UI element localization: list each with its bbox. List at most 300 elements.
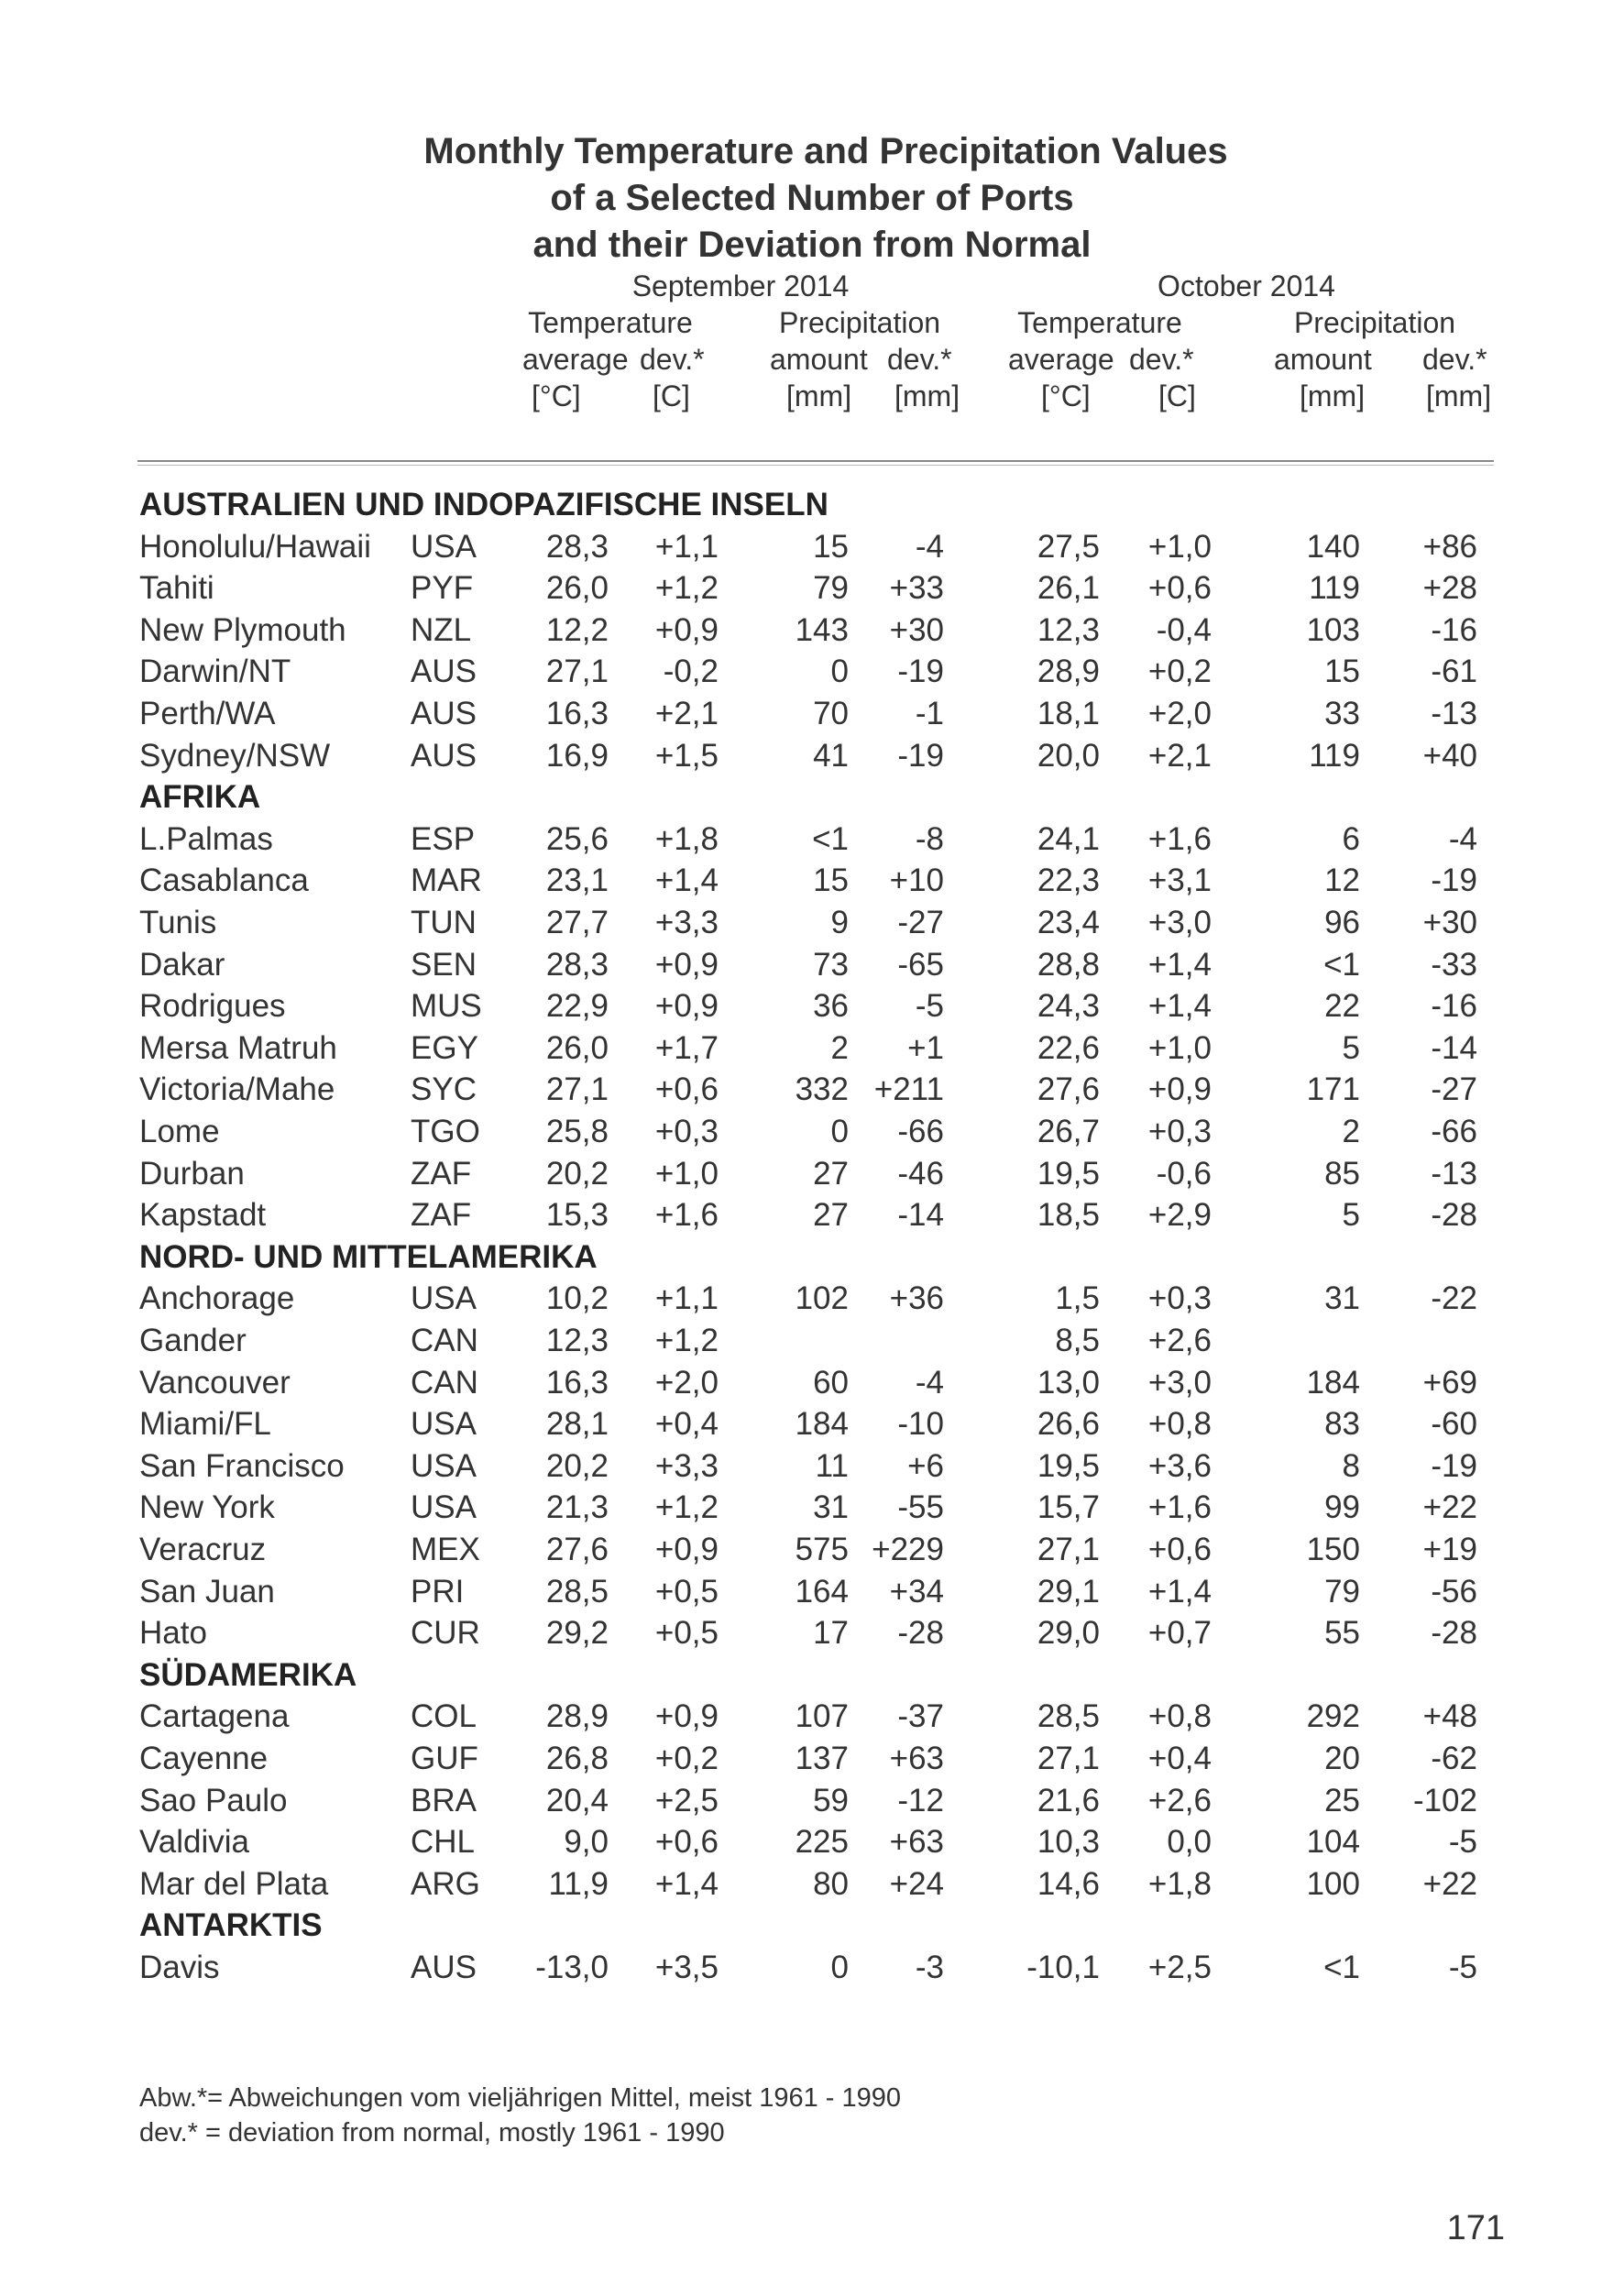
cell-oct-temp-avg: 12,3 xyxy=(1037,611,1100,648)
cell-sep-temp-dev: +1,2 xyxy=(654,1489,719,1526)
cell-sep-temp-dev: +3,3 xyxy=(654,1447,719,1484)
cell-oct-precip-dev: +48 xyxy=(1422,1698,1477,1735)
cell-sep-precip-dev: +30 xyxy=(889,611,944,648)
header-average-oct: average xyxy=(1008,343,1114,376)
cell-port: L.Palmas xyxy=(139,820,273,857)
cell-oct-temp-dev: +2,5 xyxy=(1147,1950,1212,1985)
header-amount-sep: amount xyxy=(770,343,868,376)
cell-sep-precip-dev: -1 xyxy=(915,696,944,731)
cell-oct-precip-dev: +22 xyxy=(1422,1489,1477,1526)
cell-oct-temp-avg: 18,5 xyxy=(1037,1197,1100,1234)
cell-port: Dakar xyxy=(139,946,225,983)
cell-sep-precip-amount: 184 xyxy=(795,1406,849,1443)
cell-sep-precip-amount: 27 xyxy=(813,1197,849,1234)
header-unit-precip-sep: [mm] xyxy=(786,379,852,412)
cell-port: Veracruz xyxy=(139,1532,267,1567)
cell-oct-precip-dev: -13 xyxy=(1431,696,1477,731)
table-row xyxy=(0,1821,1624,1863)
cell-oct-temp-dev: +0,7 xyxy=(1147,1615,1212,1652)
cell-oct-precip-amount: 33 xyxy=(1324,696,1360,731)
cell-sep-temp-dev: +1,6 xyxy=(654,1197,719,1234)
cell-oct-precip-dev: -62 xyxy=(1431,1741,1477,1776)
cell-sep-temp-dev: +1,2 xyxy=(654,570,719,607)
cell-sep-temp-avg: 27,1 xyxy=(545,654,609,690)
table-row xyxy=(0,818,1624,861)
header-unit-dev-sep: [C] xyxy=(653,379,690,412)
section-name: AUSTRALIEN UND INDOPAZIFISCHE INSELN xyxy=(139,487,828,522)
cell-oct-precip-amount: 83 xyxy=(1324,1406,1360,1443)
cell-oct-precip-dev: -19 xyxy=(1431,1447,1477,1484)
cell-oct-precip-dev: -56 xyxy=(1431,1573,1477,1609)
cell-oct-temp-avg: 8,5 xyxy=(1055,1323,1100,1358)
cell-sep-precip-dev: -46 xyxy=(897,1155,944,1192)
section-heading xyxy=(0,1654,1624,1697)
cell-oct-precip-amount: 96 xyxy=(1324,905,1360,940)
cell-country: MAR xyxy=(411,862,482,899)
cell-country: SYC xyxy=(411,1071,477,1108)
cell-oct-precip-dev: +30 xyxy=(1422,905,1477,940)
cell-port: Sao Paulo xyxy=(139,1782,288,1818)
cell-oct-temp-dev: +3,6 xyxy=(1147,1447,1212,1484)
cell-oct-temp-dev: 0,0 xyxy=(1167,1824,1212,1861)
cell-oct-precip-dev: -19 xyxy=(1431,862,1477,899)
cell-oct-precip-amount: 20 xyxy=(1324,1741,1360,1776)
cell-oct-precip-dev: -60 xyxy=(1431,1406,1477,1443)
cell-sep-temp-dev: +0,5 xyxy=(654,1573,719,1609)
cell-oct-precip-amount: 31 xyxy=(1324,1280,1360,1317)
table-row xyxy=(0,902,1624,944)
cell-oct-precip-dev: -14 xyxy=(1431,1029,1477,1066)
cell-oct-precip-dev: +86 xyxy=(1422,528,1477,565)
cell-oct-temp-dev: +1,4 xyxy=(1147,988,1212,1025)
cell-oct-precip-dev: -27 xyxy=(1431,1071,1477,1108)
cell-oct-temp-avg: 24,1 xyxy=(1037,820,1100,857)
cell-sep-precip-amount: <1 xyxy=(812,820,849,857)
cell-sep-temp-avg: 10,2 xyxy=(545,1280,609,1317)
cell-port: New York xyxy=(139,1489,275,1526)
cell-sep-temp-dev: +0,5 xyxy=(654,1615,719,1652)
cell-oct-temp-avg: 27,6 xyxy=(1037,1071,1100,1108)
cell-country: ESP xyxy=(411,820,476,857)
cell-country: SEN xyxy=(411,946,477,983)
cell-port: Victoria/Mahe xyxy=(139,1071,335,1108)
cell-sep-precip-amount: 137 xyxy=(795,1741,849,1776)
section-name: ANTARKTIS xyxy=(139,1907,323,1944)
cell-oct-temp-dev: +3,1 xyxy=(1147,862,1212,899)
title-line-1: Monthly Temperature and Precipitation Values xyxy=(423,131,1228,171)
cell-oct-precip-dev: -5 xyxy=(1448,1824,1477,1861)
cell-sep-precip-dev: +10 xyxy=(889,862,944,899)
cell-sep-precip-amount: 31 xyxy=(813,1489,849,1526)
cell-port: Vancouver xyxy=(139,1364,291,1401)
footnote-english: dev.* = deviation from normal, mostly 1961 - 1990 xyxy=(139,2118,725,2148)
cell-port: Davis xyxy=(139,1950,220,1985)
cell-sep-precip-dev: -27 xyxy=(897,905,944,940)
cell-country: USA xyxy=(411,1447,477,1484)
cell-sep-temp-avg: -13,0 xyxy=(535,1950,609,1985)
cell-oct-temp-avg: 27,1 xyxy=(1037,1741,1100,1776)
cell-sep-temp-avg: 27,1 xyxy=(545,1071,609,1108)
cell-oct-temp-dev: +2,6 xyxy=(1147,1323,1212,1358)
cell-sep-precip-amount: 2 xyxy=(830,1029,849,1066)
cell-sep-temp-dev: +2,1 xyxy=(654,696,719,731)
header-average-sep: average xyxy=(522,343,629,376)
cell-sep-temp-avg: 16,9 xyxy=(545,737,609,774)
cell-port: Cartagena xyxy=(139,1698,290,1735)
cell-sep-temp-dev: +0,6 xyxy=(654,1824,719,1861)
table-row xyxy=(0,526,1624,568)
cell-sep-precip-dev: +63 xyxy=(889,1741,944,1776)
cell-sep-temp-dev: +1,8 xyxy=(654,820,719,857)
footnote-german: Abw.*= Abweichungen vom vieljährigen Mittel, meist 1961 - 1990 xyxy=(139,2083,902,2113)
cell-oct-precip-amount: 100 xyxy=(1306,1865,1360,1902)
cell-country: TUN xyxy=(411,905,477,940)
table-row xyxy=(0,1278,1624,1320)
cell-port: New Plymouth xyxy=(139,611,346,648)
cell-sep-temp-dev: +1,5 xyxy=(654,737,719,774)
cell-sep-temp-avg: 20,2 xyxy=(545,1155,609,1192)
cell-oct-precip-amount: 2 xyxy=(1342,1114,1360,1149)
cell-port: Honolulu/Hawaii xyxy=(139,528,371,565)
cell-sep-precip-dev: -10 xyxy=(897,1406,944,1443)
cell-port: Gander xyxy=(139,1323,247,1358)
header-dev-temp-sep: dev.* xyxy=(640,343,705,376)
cell-sep-temp-dev: +3,5 xyxy=(654,1950,719,1985)
section-heading xyxy=(0,484,1624,526)
cell-sep-precip-dev: -19 xyxy=(897,737,944,774)
cell-sep-temp-dev: -0,2 xyxy=(663,654,719,690)
cell-sep-precip-dev: -5 xyxy=(915,988,944,1025)
section-heading xyxy=(0,1236,1624,1279)
cell-oct-precip-amount: 171 xyxy=(1306,1071,1360,1108)
cell-country: AUS xyxy=(411,654,477,690)
cell-country: AUS xyxy=(411,737,477,774)
table-row xyxy=(0,860,1624,902)
cell-sep-temp-dev: +0,9 xyxy=(654,946,719,983)
cell-oct-precip-dev: +69 xyxy=(1422,1364,1477,1401)
cell-sep-temp-avg: 12,3 xyxy=(545,1323,609,1358)
title-line-3: and their Deviation from Normal xyxy=(532,225,1092,265)
cell-sep-precip-amount: 0 xyxy=(830,1114,849,1149)
cell-sep-precip-amount: 332 xyxy=(795,1071,849,1108)
cell-sep-temp-avg: 15,3 xyxy=(545,1197,609,1234)
cell-oct-temp-avg: 26,6 xyxy=(1037,1406,1100,1443)
cell-sep-precip-dev: -12 xyxy=(897,1782,944,1818)
cell-sep-precip-dev: -55 xyxy=(897,1489,944,1526)
cell-oct-precip-dev: -33 xyxy=(1431,946,1477,983)
cell-sep-temp-avg: 27,6 xyxy=(545,1532,609,1567)
table-row xyxy=(0,610,1624,652)
cell-oct-temp-dev: +0,3 xyxy=(1147,1280,1212,1317)
table-row xyxy=(0,567,1624,610)
cell-sep-precip-amount: 60 xyxy=(813,1364,849,1401)
cell-sep-temp-avg: 9,0 xyxy=(564,1824,609,1861)
cell-sep-temp-dev: +0,9 xyxy=(654,1532,719,1567)
cell-port: Darwin/NT xyxy=(139,654,291,690)
cell-oct-precip-dev: -102 xyxy=(1412,1782,1477,1818)
cell-oct-temp-avg: 10,3 xyxy=(1037,1824,1100,1861)
cell-country: AUS xyxy=(411,696,477,731)
cell-sep-temp-dev: +1,1 xyxy=(654,1280,719,1317)
cell-sep-temp-dev: +0,6 xyxy=(654,1071,719,1108)
section-name: NORD- UND MITTELAMERIKA xyxy=(139,1238,598,1275)
cell-oct-precip-dev: +40 xyxy=(1422,737,1477,774)
cell-sep-temp-dev: +0,9 xyxy=(654,988,719,1025)
cell-sep-precip-dev: -66 xyxy=(897,1114,944,1149)
cell-sep-precip-amount: 225 xyxy=(795,1824,849,1861)
header-unit-precip-oct: [mm] xyxy=(1300,379,1366,412)
cell-oct-temp-avg: 23,4 xyxy=(1037,905,1100,940)
cell-port: San Juan xyxy=(139,1573,275,1609)
cell-sep-precip-dev: +229 xyxy=(872,1532,944,1567)
cell-country: USA xyxy=(411,1280,477,1317)
cell-sep-precip-amount: 73 xyxy=(813,946,849,983)
cell-port: Lome xyxy=(139,1114,220,1149)
cell-oct-precip-amount: <1 xyxy=(1323,946,1360,983)
cell-oct-temp-dev: -0,4 xyxy=(1156,611,1212,648)
cell-sep-precip-dev: -19 xyxy=(897,654,944,690)
cell-oct-temp-avg: 20,0 xyxy=(1037,737,1100,774)
cell-country: CAN xyxy=(411,1364,478,1401)
section-heading xyxy=(0,776,1624,818)
header-period-september: September 2014 xyxy=(631,269,850,302)
cell-country: GUF xyxy=(411,1741,478,1776)
cell-sep-precip-dev: -4 xyxy=(915,528,944,565)
cell-sep-temp-dev: +1,0 xyxy=(654,1155,719,1192)
header-divider xyxy=(137,460,1494,462)
cell-sep-temp-avg: 20,4 xyxy=(545,1782,609,1818)
cell-oct-precip-amount: 6 xyxy=(1342,820,1360,857)
cell-port: Rodrigues xyxy=(139,988,286,1025)
header-divider-thin xyxy=(137,465,1494,466)
cell-oct-temp-avg: 22,6 xyxy=(1037,1029,1100,1066)
cell-oct-precip-dev: -66 xyxy=(1431,1114,1477,1149)
table-row xyxy=(0,1696,1624,1738)
cell-sep-precip-dev: -65 xyxy=(897,946,944,983)
cell-sep-temp-avg: 25,8 xyxy=(545,1114,609,1149)
cell-sep-temp-avg: 26,8 xyxy=(545,1741,609,1776)
cell-country: AUS xyxy=(411,1950,477,1985)
header-period-october: October 2014 xyxy=(1158,269,1335,302)
cell-sep-precip-dev: +36 xyxy=(889,1280,944,1317)
cell-oct-temp-dev: +0,6 xyxy=(1147,1532,1212,1567)
table-row xyxy=(0,1571,1624,1613)
cell-sep-temp-avg: 12,2 xyxy=(545,611,609,648)
cell-sep-precip-amount: 575 xyxy=(795,1532,849,1567)
cell-country: TGO xyxy=(411,1114,480,1149)
cell-oct-temp-dev: +1,8 xyxy=(1147,1865,1212,1902)
cell-oct-temp-dev: +1,0 xyxy=(1147,528,1212,565)
page-number: 171 xyxy=(1446,2209,1505,2247)
cell-oct-precip-amount: 184 xyxy=(1306,1364,1360,1401)
cell-oct-temp-dev: +3,0 xyxy=(1147,905,1212,940)
header-unit-temp-sep: [°C] xyxy=(532,379,581,412)
cell-oct-temp-dev: +0,2 xyxy=(1147,654,1212,690)
table-row xyxy=(0,1738,1624,1780)
cell-sep-temp-dev: +0,2 xyxy=(654,1741,719,1776)
cell-oct-precip-amount: 5 xyxy=(1342,1197,1360,1234)
header-temperature-sep: Temperature xyxy=(528,306,693,339)
cell-oct-temp-dev: +3,0 xyxy=(1147,1364,1212,1401)
cell-sep-precip-amount: 11 xyxy=(815,1447,849,1484)
cell-port: Durban xyxy=(139,1155,245,1192)
cell-oct-temp-dev: +0,4 xyxy=(1147,1741,1212,1776)
cell-sep-precip-dev: +24 xyxy=(889,1865,944,1902)
cell-oct-precip-amount: 85 xyxy=(1324,1155,1360,1192)
cell-sep-precip-amount: 143 xyxy=(795,611,849,648)
cell-port: Tunis xyxy=(139,905,217,940)
cell-sep-temp-dev: +2,5 xyxy=(654,1782,719,1818)
cell-oct-precip-dev: +19 xyxy=(1422,1532,1477,1567)
cell-port: Hato xyxy=(139,1615,207,1652)
header-unit-dev-oct: [C] xyxy=(1158,379,1196,412)
cell-port: Sydney/NSW xyxy=(139,737,331,774)
cell-sep-temp-dev: +1,4 xyxy=(654,1865,719,1902)
cell-oct-temp-avg: -10,1 xyxy=(1026,1950,1100,1985)
cell-oct-precip-amount: 104 xyxy=(1306,1824,1360,1861)
cell-sep-precip-amount: 0 xyxy=(830,654,849,690)
cell-sep-precip-amount: 9 xyxy=(830,905,849,940)
cell-sep-precip-amount: 0 xyxy=(830,1950,849,1985)
cell-oct-temp-dev: +1,4 xyxy=(1147,1573,1212,1609)
cell-oct-temp-dev: -0,6 xyxy=(1156,1155,1212,1192)
cell-country: CAN xyxy=(411,1323,478,1358)
cell-country: MEX xyxy=(411,1532,480,1567)
header-amount-oct: amount xyxy=(1274,343,1372,376)
cell-port: Tahiti xyxy=(139,570,214,607)
cell-oct-temp-avg: 24,3 xyxy=(1037,988,1100,1025)
cell-sep-temp-dev: +0,4 xyxy=(654,1406,719,1443)
cell-sep-precip-amount: 59 xyxy=(813,1782,849,1818)
cell-sep-temp-dev: +1,1 xyxy=(654,528,719,565)
cell-country: NZL xyxy=(411,611,472,648)
cell-country: ZAF xyxy=(411,1197,472,1234)
cell-oct-precip-amount: <1 xyxy=(1323,1950,1360,1985)
cell-oct-precip-dev: +22 xyxy=(1422,1865,1477,1902)
cell-country: PRI xyxy=(411,1573,465,1609)
cell-country: USA xyxy=(411,1406,477,1443)
cell-oct-precip-amount: 292 xyxy=(1306,1698,1360,1735)
header-unit-temp-oct: [°C] xyxy=(1041,379,1091,412)
cell-sep-precip-dev: -8 xyxy=(915,820,944,857)
cell-oct-temp-dev: +0,3 xyxy=(1147,1114,1212,1149)
cell-oct-precip-amount: 22 xyxy=(1324,988,1360,1025)
cell-oct-precip-dev: -16 xyxy=(1431,611,1477,648)
cell-oct-temp-avg: 27,1 xyxy=(1037,1532,1100,1567)
cell-country: CUR xyxy=(411,1615,480,1652)
cell-sep-temp-avg: 16,3 xyxy=(545,696,609,731)
table-row xyxy=(0,1445,1624,1488)
cell-oct-precip-amount: 55 xyxy=(1324,1615,1360,1652)
cell-sep-precip-dev: -3 xyxy=(915,1950,944,1985)
cell-port: Valdivia xyxy=(139,1824,249,1861)
cell-oct-precip-amount: 12 xyxy=(1324,862,1360,899)
cell-country: USA xyxy=(411,528,477,565)
cell-sep-temp-avg: 29,2 xyxy=(545,1615,609,1652)
cell-sep-precip-amount: 17 xyxy=(813,1615,849,1652)
cell-oct-temp-dev: +0,8 xyxy=(1147,1406,1212,1443)
cell-oct-precip-amount: 8 xyxy=(1342,1447,1360,1484)
cell-sep-temp-avg: 25,6 xyxy=(545,820,609,857)
cell-oct-temp-dev: +0,9 xyxy=(1147,1071,1212,1108)
cell-sep-precip-dev: -37 xyxy=(897,1698,944,1735)
cell-oct-temp-dev: +1,4 xyxy=(1147,946,1212,983)
cell-sep-precip-dev: +6 xyxy=(907,1447,944,1484)
cell-country: EGY xyxy=(411,1029,478,1066)
cell-sep-temp-avg: 28,3 xyxy=(545,528,609,565)
cell-port: Anchorage xyxy=(139,1280,295,1317)
cell-oct-temp-dev: +2,9 xyxy=(1147,1197,1212,1234)
cell-sep-precip-amount: 79 xyxy=(813,570,849,607)
cell-sep-precip-amount: 27 xyxy=(813,1155,849,1192)
cell-oct-temp-avg: 28,9 xyxy=(1037,654,1100,690)
cell-oct-precip-amount: 150 xyxy=(1306,1532,1360,1567)
cell-port: Perth/WA xyxy=(139,696,276,731)
cell-port: Mar del Plata xyxy=(139,1865,329,1902)
cell-oct-temp-avg: 27,5 xyxy=(1037,528,1100,565)
cell-sep-temp-avg: 27,7 xyxy=(545,905,609,940)
cell-sep-temp-dev: +2,0 xyxy=(654,1364,719,1401)
cell-oct-temp-avg: 1,5 xyxy=(1055,1280,1100,1317)
cell-sep-precip-dev: +33 xyxy=(889,570,944,607)
cell-oct-temp-dev: +1,6 xyxy=(1147,1489,1212,1526)
table-row xyxy=(0,1362,1624,1404)
cell-oct-precip-dev: -4 xyxy=(1448,820,1477,857)
cell-oct-temp-dev: +0,8 xyxy=(1147,1698,1212,1735)
cell-sep-temp-dev: +0,9 xyxy=(654,1698,719,1735)
cell-oct-precip-dev: -16 xyxy=(1431,988,1477,1025)
cell-country: MUS xyxy=(411,988,482,1025)
header-precipitation-oct: Precipitation xyxy=(1293,306,1456,339)
cell-sep-precip-dev: +1 xyxy=(907,1029,944,1066)
cell-oct-temp-dev: +2,1 xyxy=(1147,737,1212,774)
section-name: AFRIKA xyxy=(139,779,261,816)
table-row xyxy=(0,693,1624,735)
cell-oct-temp-dev: +1,0 xyxy=(1147,1029,1212,1066)
cell-sep-precip-amount: 102 xyxy=(795,1280,849,1317)
cell-oct-precip-dev: -5 xyxy=(1448,1950,1477,1985)
table-row xyxy=(0,1612,1624,1654)
cell-oct-precip-amount: 103 xyxy=(1306,611,1360,648)
header-precipitation-sep: Precipitation xyxy=(778,306,941,339)
cell-oct-precip-dev: -28 xyxy=(1431,1197,1477,1234)
cell-sep-temp-dev: +1,4 xyxy=(654,862,719,899)
cell-sep-temp-dev: +0,9 xyxy=(654,611,719,648)
cell-country: ZAF xyxy=(411,1155,472,1192)
cell-oct-precip-amount: 5 xyxy=(1342,1029,1360,1066)
cell-sep-precip-amount: 41 xyxy=(813,737,849,774)
cell-oct-temp-dev: +0,6 xyxy=(1147,570,1212,607)
cell-oct-temp-avg: 26,1 xyxy=(1037,570,1100,607)
cell-oct-temp-avg: 29,1 xyxy=(1037,1573,1100,1609)
cell-sep-temp-avg: 28,9 xyxy=(545,1698,609,1735)
cell-sep-precip-dev: +34 xyxy=(889,1573,944,1609)
cell-sep-temp-avg: 23,1 xyxy=(545,862,609,899)
section-name: SÜDAMERIKA xyxy=(139,1656,357,1693)
cell-port: Miami/FL xyxy=(139,1406,271,1443)
table-row xyxy=(0,651,1624,693)
cell-port: Kapstadt xyxy=(139,1197,267,1234)
cell-oct-precip-amount: 79 xyxy=(1324,1573,1360,1609)
header-temperature-oct: Temperature xyxy=(1017,306,1182,339)
cell-oct-temp-avg: 26,7 xyxy=(1037,1114,1100,1149)
cell-country: COL xyxy=(411,1698,477,1735)
cell-sep-precip-dev: +211 xyxy=(873,1071,944,1108)
cell-oct-precip-dev: -13 xyxy=(1431,1155,1477,1192)
cell-sep-precip-amount: 80 xyxy=(813,1865,849,1902)
cell-oct-temp-avg: 15,7 xyxy=(1037,1489,1100,1526)
cell-sep-temp-avg: 16,3 xyxy=(545,1364,609,1401)
